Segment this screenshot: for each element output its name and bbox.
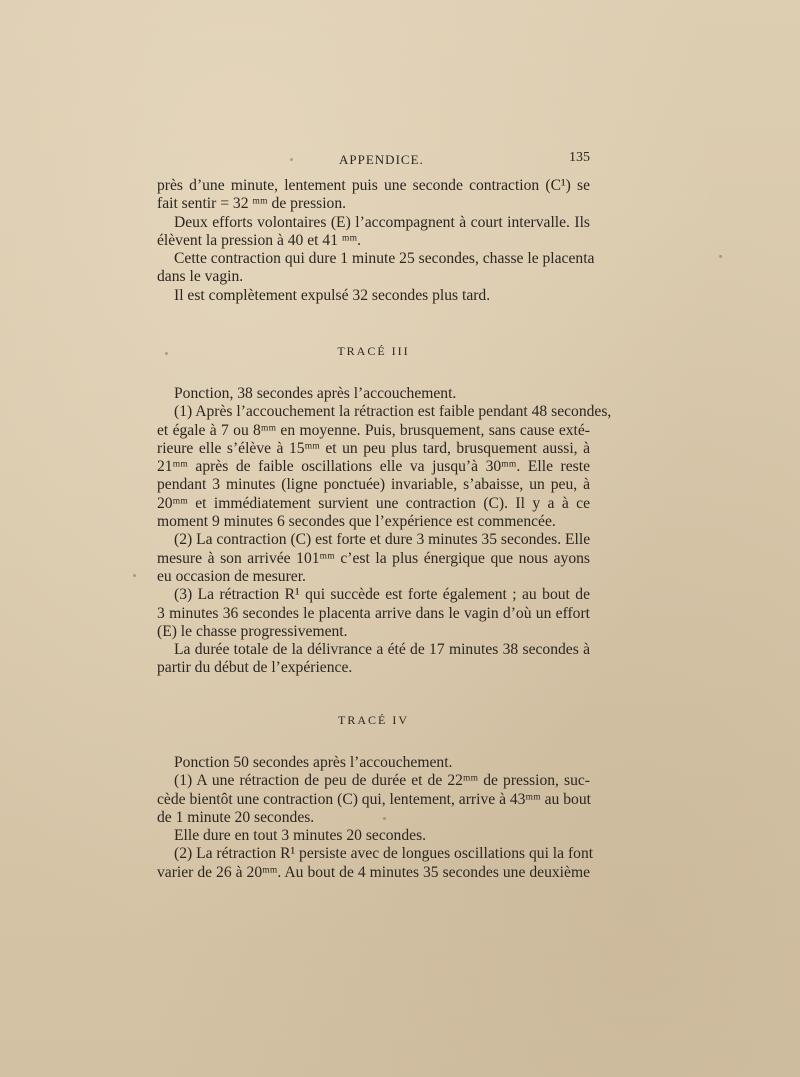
text-line: près d’une minute, lentement puis une seconde contraction (C¹) se [157,177,590,194]
text-line: Il est complètement expulsé 32 secondes plus tard. [174,286,491,304]
paper-speck [165,352,168,355]
text-line: eu occasion de mesurer. [157,567,306,585]
text-line: pendant 3 minutes (ligne ponctuée) invariable, s’abaisse, un peu, à [157,476,590,494]
text-line: Ponction 50 secondes après l’accouchement. [174,754,453,771]
text-line: Cette contraction qui dure 1 minute 25 secondes, chasse le placenta [174,250,595,268]
text-line: Elle dure en tout 3 minutes 20 secondes. [174,827,427,845]
text-line: cède bientôt une contraction (C) qui, lentement, arrive à 43ᵐᵐ au bout [157,790,591,808]
text-line: (1) Après l’accouchement la rétraction est faible pendant 48 secondes, [174,403,612,421]
section-body-trace-3 [157,385,612,678]
section-body-trace-4 [157,754,594,882]
paper-speck [133,574,136,577]
text-line: (1) A une rétraction de peu de durée et de 22ᵐᵐ de pression, suc- [174,772,590,790]
text-line: varier de 26 à 20ᵐᵐ. Au bout de 4 minutes 35 secondes une deuxième [157,863,590,881]
text-line: (E) le chasse progressivement. [157,622,348,640]
page-header [157,150,590,170]
text-line: La durée totale de la délivrance a été de 17 minutes 38 secondes à [174,641,590,659]
paragraph-block-continuation [157,177,595,305]
text-line: Deux efforts volontaires (E) l’accompagnent à court intervalle. Ils [174,213,590,231]
text-line: 21ᵐᵐ après de faible oscillations elle va jusqu’à 30ᵐᵐ. Elle reste [157,458,590,476]
page-number: 135 [569,150,590,165]
text-line: élèvent la pression à 40 et 41 ᵐᵐ. [157,231,362,249]
text-line: de 1 minute 20 secondes. [157,808,315,826]
paper-speck [719,255,722,258]
text-line: (3) La rétraction R¹ qui succède est forte également ; au bout de [174,586,590,604]
text-line: 20ᵐᵐ et immédiatement survient une contraction (C). Il y a à ce [157,494,590,512]
text-line: (2) La rétraction R¹ persiste avec de longues oscillations qui la font [174,845,594,863]
paper-speck [290,158,293,161]
text-line: partir du début de l’expérience. [157,659,353,677]
text-line: moment 9 minutes 6 secondes que l’expérience est commencée. [157,513,556,531]
running-head: APPENDICE. [339,152,424,167]
text-line: mesure à son arrivée 101ᵐᵐ c’est la plus énergique que nous ayons [157,549,590,567]
section-title-trace-3: TRACÉ III [337,344,410,358]
text-line: (2) La contraction (C) est forte et dure 3 minutes 35 secondes. Elle [174,531,591,549]
section-title-trace-4: TRACÉ IV [338,713,409,727]
text-line: 3 minutes 36 secondes le placenta arrive dans le vagin d’où un effort [157,604,590,622]
text-line: et égale à 7 ou 8ᵐᵐ en moyenne. Puis, brusquement, sans cause exté- [157,421,590,439]
text-line: rieure elle s’élève à 15ᵐᵐ et un peu plus tard, brusquement aussi, à [157,439,590,457]
text-line: dans le vagin. [157,268,244,286]
text-line: fait sentir = 32 ᵐᵐ de pression. [157,195,347,213]
text-line: Ponction, 38 secondes après l’accouchement. [174,385,457,402]
paper-speck [383,817,386,820]
